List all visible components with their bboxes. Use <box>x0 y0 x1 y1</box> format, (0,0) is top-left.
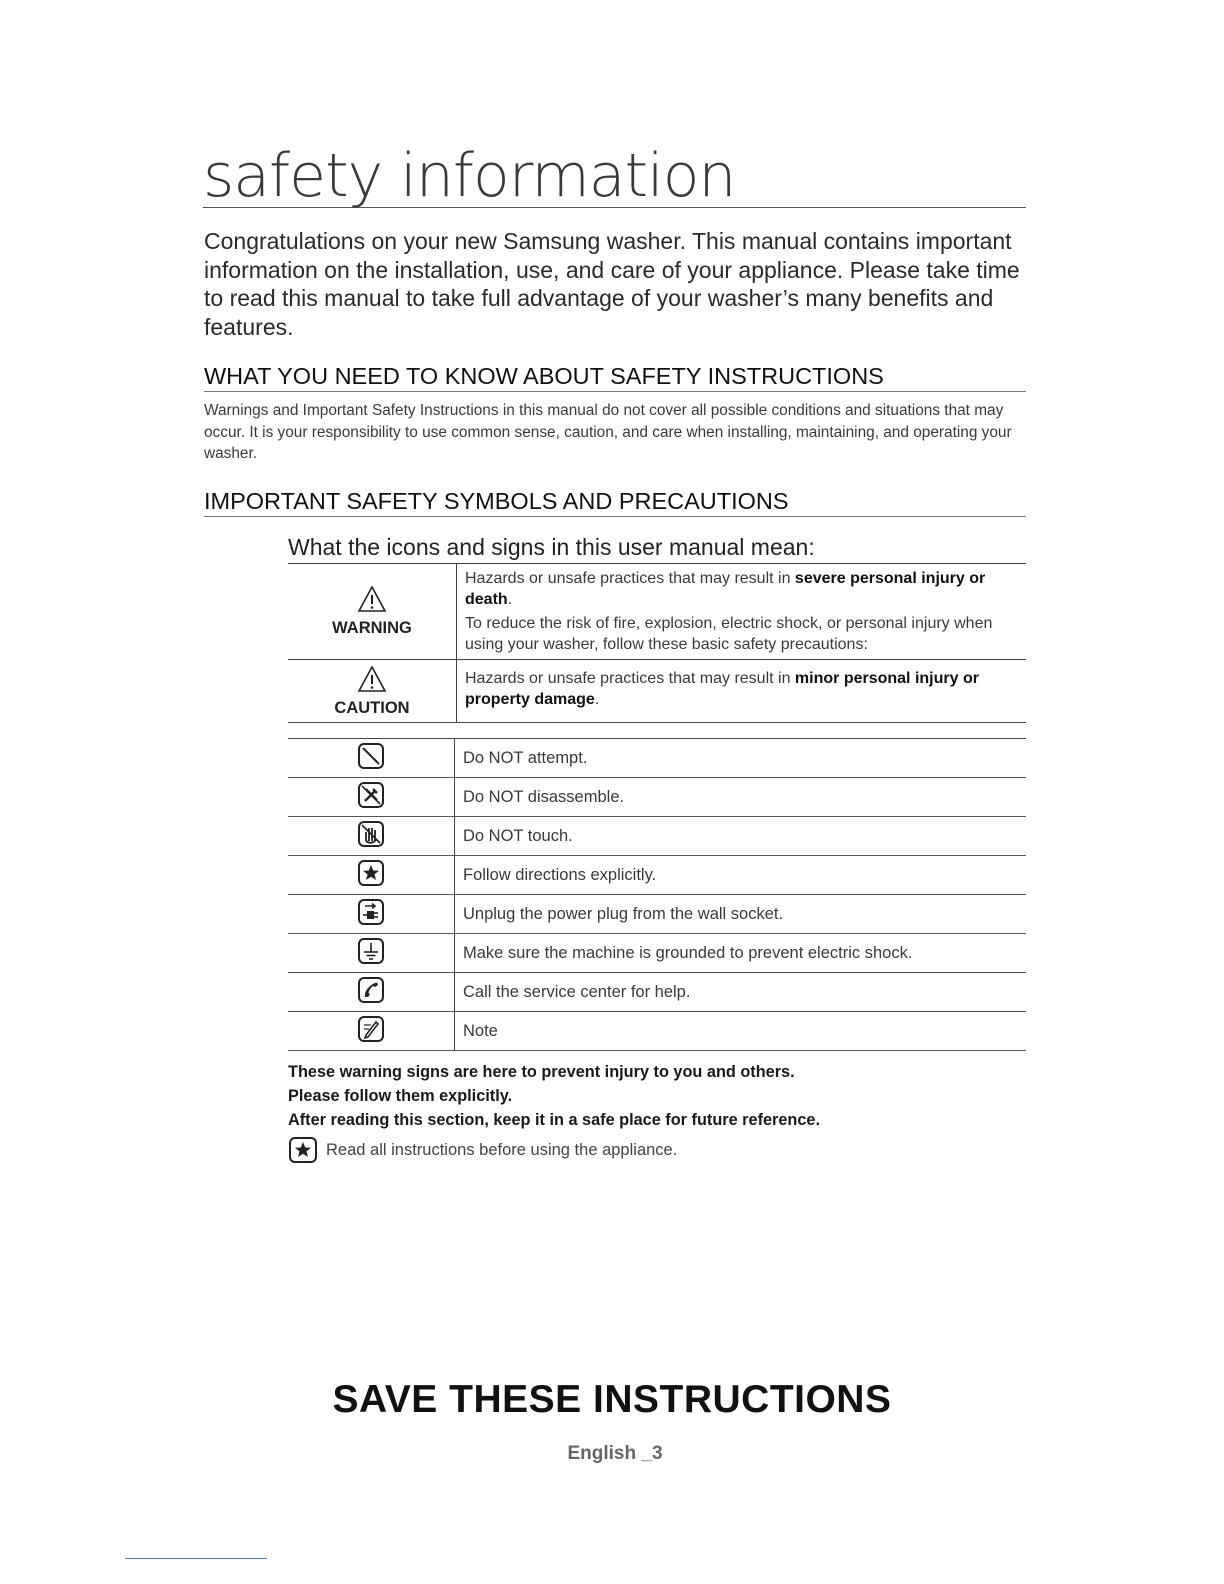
symbol-text: Make sure the machine is grounded to prevent electric shock. <box>455 934 1027 973</box>
warning-text-pre: Hazards or unsafe practices that may result in <box>465 570 795 587</box>
do-not-touch-icon <box>357 820 385 848</box>
service-phone-icon <box>357 976 385 1004</box>
symbol-row <box>288 739 1026 778</box>
symbol-icon-cell <box>288 856 455 895</box>
symbol-text: Follow directions explicitly. <box>455 856 1027 895</box>
symbol-row <box>288 817 1026 856</box>
caution-label: CAUTION <box>334 698 410 717</box>
warning-row <box>288 564 1026 660</box>
caution-row <box>288 660 1026 723</box>
caution-text-bold: minor personal injury or property damage <box>465 670 979 708</box>
symbol-icon-cell <box>288 973 455 1012</box>
note-line: Please follow them explicitly. <box>288 1087 513 1105</box>
read-all-text: Read all instructions before using the appliance. <box>326 1141 678 1159</box>
warning-triangle-icon <box>357 585 387 613</box>
unplug-icon <box>357 898 385 926</box>
caution-symbol-cell <box>288 660 457 723</box>
symbols-table <box>288 738 1026 1051</box>
warning-notes <box>288 1060 1028 1132</box>
symbol-row <box>288 973 1026 1012</box>
symbol-icon-cell <box>288 934 455 973</box>
caution-triangle-icon <box>357 665 387 693</box>
section-heading-safety-instructions: WHAT YOU NEED TO KNOW ABOUT SAFETY INSTRUCTIONS <box>204 363 1026 392</box>
warning-text <box>457 564 1027 660</box>
symbol-text: Do NOT attempt. <box>455 739 1027 778</box>
footer-rule <box>125 1558 267 1559</box>
follow-directions-icon <box>357 859 385 887</box>
caution-text-pre: Hazards or unsafe practices that may result in <box>465 670 795 687</box>
section-body-safety-instructions: Warnings and Important Safety Instructions in this manual do not cover all possible conditions and situations that may occur. It is your responsibility to use common sense, caution, and care when installing, maintaining, and operating your washer. <box>204 402 1012 462</box>
page-number: English _3 <box>567 1443 663 1464</box>
caution-text-post: . <box>594 691 600 708</box>
symbol-text: Note <box>455 1012 1027 1051</box>
do-not-attempt-icon <box>357 742 385 770</box>
warning-label: WARNING <box>332 619 412 637</box>
do-not-disassemble-icon <box>357 781 385 809</box>
symbol-text: Do NOT touch. <box>455 817 1027 856</box>
follow-directions-icon <box>288 1136 318 1164</box>
symbols-subheading: What the icons and signs in this user manual mean: <box>288 534 815 560</box>
warning-text-2: To reduce the risk of fire, explosion, electric shock, or personal injury when using your washer, follow these basic safety precautions: <box>465 615 993 653</box>
symbol-row <box>288 895 1026 934</box>
symbol-icon-cell <box>288 778 455 817</box>
warning-symbol-cell <box>288 564 457 660</box>
note-line: These warning signs are here to prevent injury to you and others. <box>288 1063 795 1081</box>
symbol-icon-cell <box>288 1012 455 1051</box>
symbol-icon-cell <box>288 895 455 934</box>
warning-text-post: . <box>507 591 513 608</box>
ground-icon <box>357 937 385 965</box>
warning-text-bold: severe personal injury or death <box>465 570 986 608</box>
note-icon <box>357 1015 385 1043</box>
symbol-row <box>288 1012 1026 1051</box>
caution-text <box>457 660 1027 723</box>
read-all-instructions <box>288 1136 677 1164</box>
symbol-row <box>288 856 1026 895</box>
save-instructions-banner: SAVE THESE INSTRUCTIONS <box>332 1378 892 1421</box>
page-title: safety information <box>203 145 1026 208</box>
symbol-text: Do NOT disassemble. <box>455 778 1027 817</box>
symbol-row <box>288 934 1026 973</box>
note-line: After reading this section, keep it in a safe place for future reference. <box>288 1111 821 1129</box>
symbol-text: Call the service center for help. <box>455 973 1027 1012</box>
section-heading-symbols: IMPORTANT SAFETY SYMBOLS AND PRECAUTIONS <box>204 488 1026 517</box>
symbol-text: Unplug the power plug from the wall socket. <box>455 895 1027 934</box>
warning-caution-table <box>288 563 1026 723</box>
symbol-row <box>288 778 1026 817</box>
intro-paragraph: Congratulations on your new Samsung washer. This manual contains important information on the installation, use, and care of your appliance. Please take time to read this manual to take full advantage of your washer’s many benefits and features. <box>204 228 1020 340</box>
symbol-icon-cell <box>288 739 455 778</box>
symbol-icon-cell <box>288 817 455 856</box>
